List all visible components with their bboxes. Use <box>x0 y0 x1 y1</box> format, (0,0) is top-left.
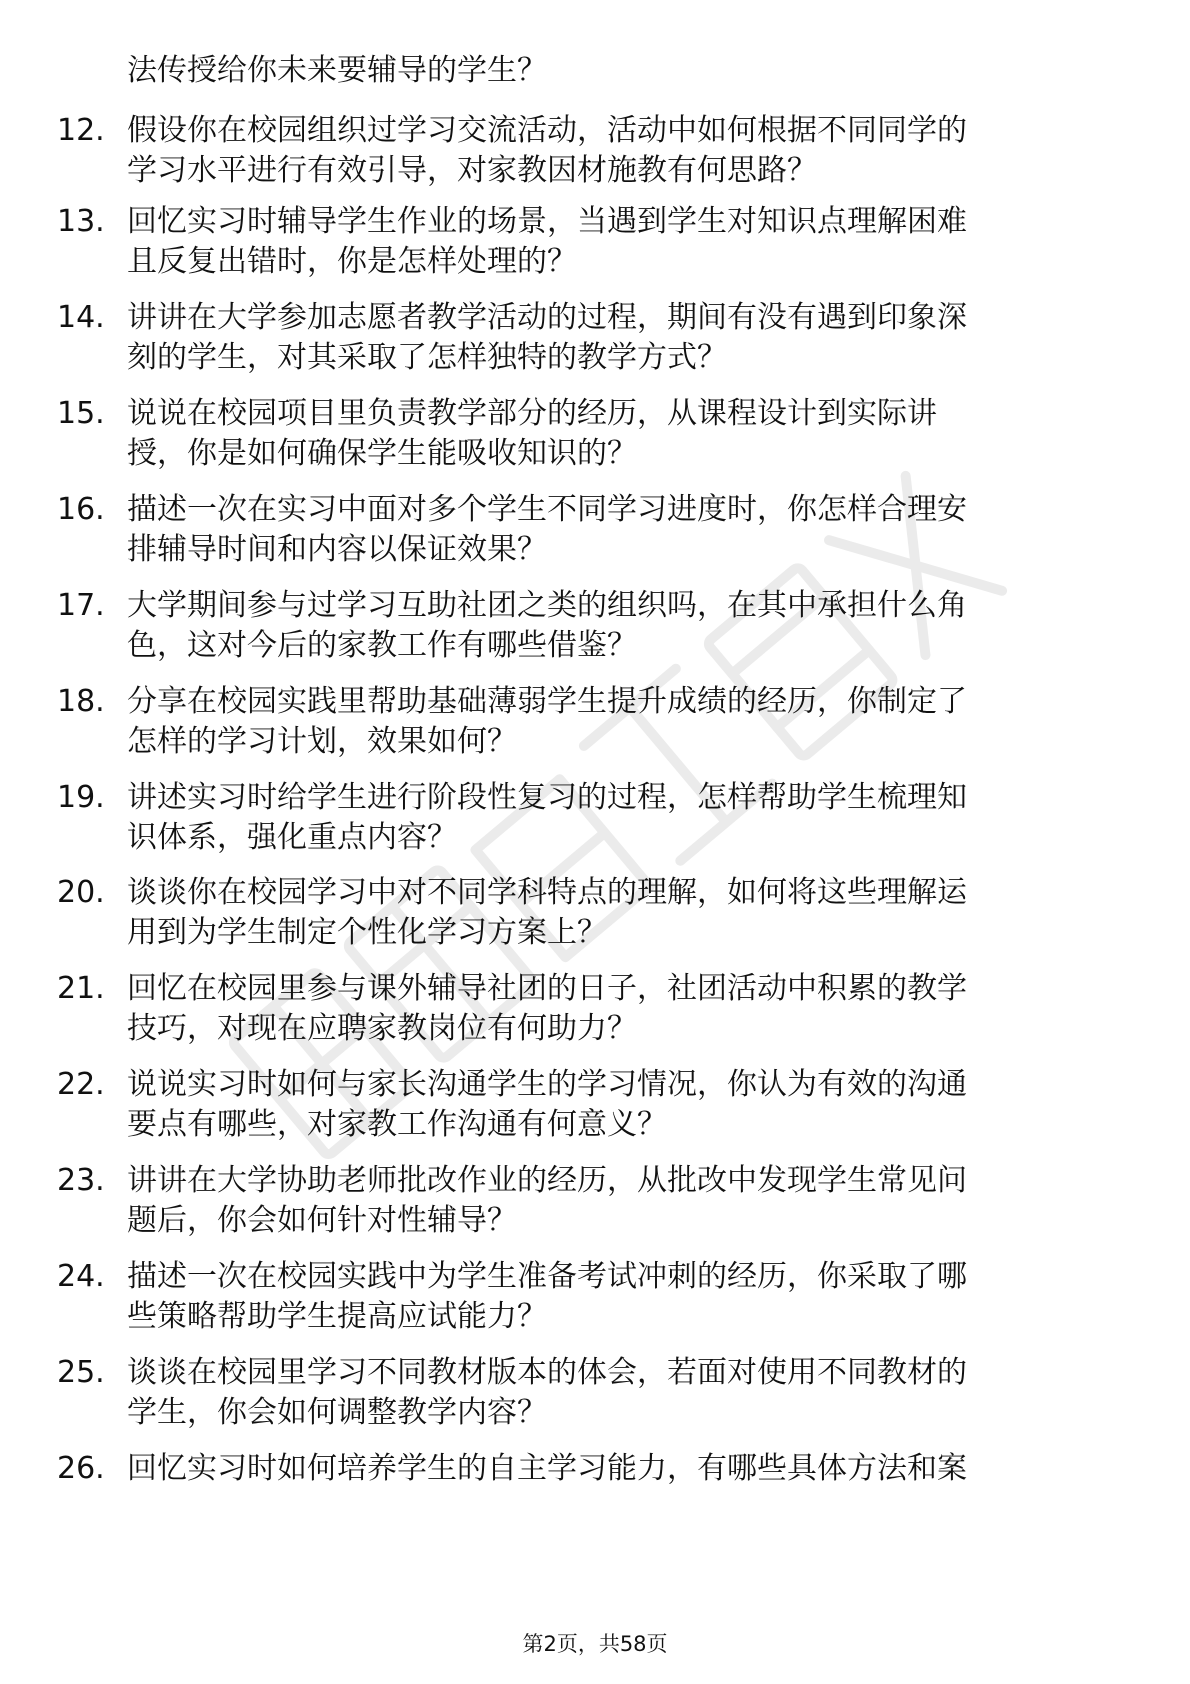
list-item <box>0 778 1190 858</box>
question-line: 谈谈你在校园学习中对不同学科特点的理解，如何将这些理解运 <box>127 875 967 910</box>
question-line: 技巧，对现在应聘家教岗位有何助力？ <box>127 1011 637 1046</box>
continuation-line: 法传授给你未来要辅导的学生？ <box>127 53 547 88</box>
question-number: 23. <box>57 1163 105 1198</box>
list-item <box>0 1161 1190 1241</box>
question-line: 色，这对今后的家教工作有哪些借鉴？ <box>127 628 637 663</box>
list-item <box>0 490 1190 570</box>
question-line: 刻的学生，对其采取了怎样独特的教学方式？ <box>127 340 727 375</box>
question-line: 且反复出错时，你是怎样处理的？ <box>127 244 577 279</box>
question-text <box>127 490 1127 570</box>
question-line: 回忆实习时辅导学生作业的场景，当遇到学生对知识点理解困难 <box>127 204 967 239</box>
page-number: 第2页，共58页 <box>522 1632 668 1656</box>
question-text <box>127 778 1127 858</box>
list-item <box>0 1449 1190 1529</box>
question-line: 识体系，强化重点内容？ <box>127 820 457 855</box>
question-text <box>127 586 1127 666</box>
question-number: 13. <box>57 204 105 239</box>
question-line: 假设你在校园组织过学习交流活动，活动中如何根据不同同学的 <box>127 113 967 148</box>
question-number: 20. <box>57 875 105 910</box>
question-text <box>127 394 1127 474</box>
question-text <box>127 1161 1127 1241</box>
question-number: 14. <box>57 300 105 335</box>
question-text <box>127 1065 1127 1145</box>
question-number: 12. <box>57 113 105 148</box>
list-item <box>0 394 1190 474</box>
list-item <box>0 586 1190 666</box>
question-line: 要点有哪些，对家教工作沟通有何意义？ <box>127 1107 667 1142</box>
question-line: 学习水平进行有效引导，对家教因材施教有何思路？ <box>127 153 817 188</box>
question-line: 谈谈在校园里学习不同教材版本的体会，若面对使用不同教材的 <box>127 1355 967 1390</box>
question-number: 22. <box>57 1067 105 1102</box>
question-text <box>127 1257 1127 1337</box>
list-item <box>0 969 1190 1049</box>
question-line: 题后，你会如何针对性辅导？ <box>127 1203 517 1238</box>
question-line: 怎样的学习计划，效果如何？ <box>127 724 517 759</box>
question-line: 描述一次在实习中面对多个学生不同学习进度时，你怎样合理安 <box>127 492 967 527</box>
list-item <box>0 298 1190 378</box>
question-text <box>127 969 1127 1049</box>
list-item <box>0 1353 1190 1433</box>
question-number: 25. <box>57 1355 105 1390</box>
question-number: 21. <box>57 971 105 1006</box>
list-item <box>0 1065 1190 1145</box>
question-number: 19. <box>57 780 105 815</box>
question-number: 17. <box>57 588 105 623</box>
question-line: 说说在校园项目里负责教学部分的经历，从课程设计到实际讲 <box>127 396 937 431</box>
question-line: 讲讲在大学参加志愿者教学活动的过程，期间有没有遇到印象深 <box>127 300 967 335</box>
question-line: 用到为学生制定个性化学习方案上？ <box>127 915 607 950</box>
question-line: 分享在校园实践里帮助基础薄弱学生提升成绩的经历，你制定了 <box>127 684 967 719</box>
list-item <box>0 1257 1190 1337</box>
question-line: 些策略帮助学生提高应试能力？ <box>127 1299 547 1334</box>
list-item <box>0 111 1190 191</box>
question-text <box>127 298 1127 378</box>
question-text <box>127 202 1127 282</box>
question-line: 回忆在校园里参与课外辅导社团的日子，社团活动中积累的教学 <box>127 971 967 1006</box>
question-text <box>127 682 1127 762</box>
question-line: 说说实习时如何与家长沟通学生的学习情况，你认为有效的沟通 <box>127 1067 967 1102</box>
question-line: 排辅导时间和内容以保证效果？ <box>127 532 547 567</box>
question-line: 学生，你会如何调整教学内容？ <box>127 1395 547 1430</box>
question-number: 16. <box>57 492 105 527</box>
question-line: 授，你是如何确保学生能吸收知识的？ <box>127 436 637 471</box>
question-text <box>127 1353 1127 1433</box>
question-line: 回忆实习时如何培养学生的自主学习能力，有哪些具体方法和案 <box>127 1451 967 1486</box>
question-line: 讲述实习时给学生进行阶段性复习的过程，怎样帮助学生梳理知 <box>127 780 967 815</box>
question-text <box>127 873 1127 953</box>
list-item <box>0 682 1190 762</box>
question-number: 24. <box>57 1259 105 1294</box>
question-text <box>127 1449 1127 1489</box>
question-number: 15. <box>57 396 105 431</box>
question-number: 18. <box>57 684 105 719</box>
list-item <box>0 202 1190 282</box>
question-text <box>127 111 1127 191</box>
question-line: 描述一次在校园实践中为学生准备考试冲刺的经历，你采取了哪 <box>127 1259 967 1294</box>
question-line: 讲讲在大学协助老师批改作业的经历，从批改中发现学生常见问 <box>127 1163 967 1198</box>
list-item <box>0 873 1190 953</box>
question-line: 大学期间参与过学习互助社团之类的组织吗，在其中承担什么角 <box>127 588 967 623</box>
question-number: 26. <box>57 1451 105 1486</box>
